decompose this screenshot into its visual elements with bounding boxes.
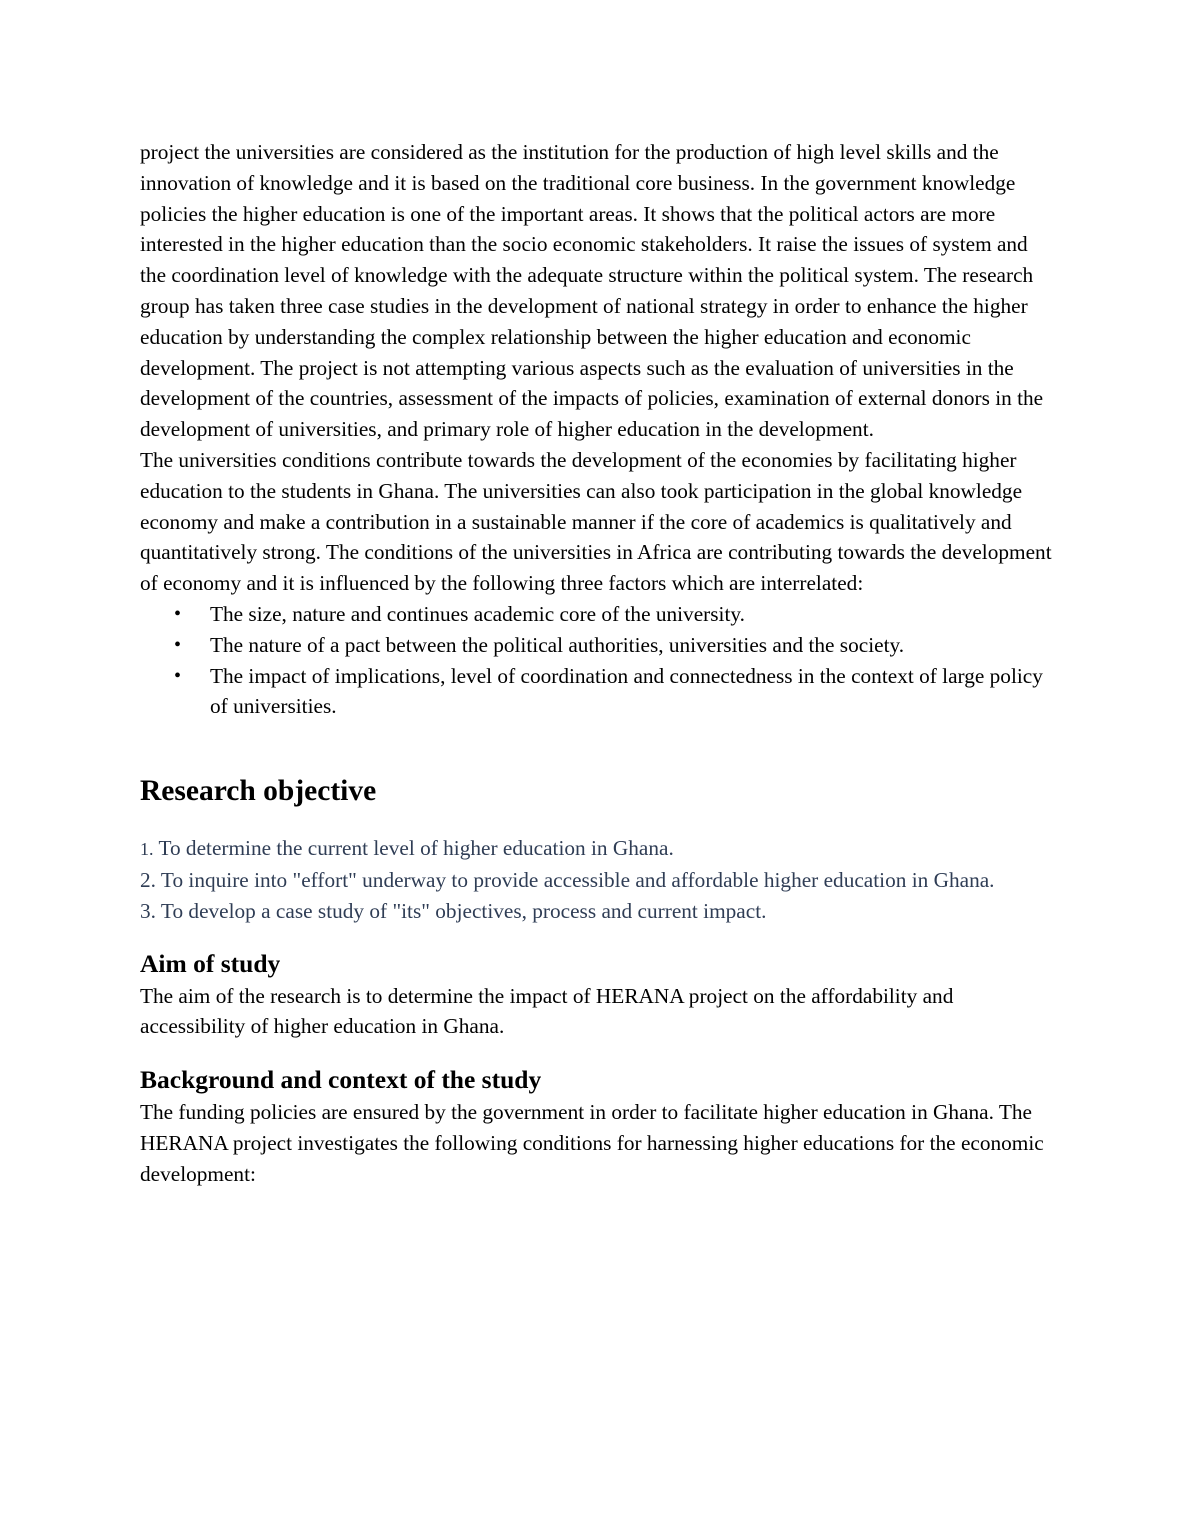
- background-heading: Background and context of the study: [140, 1065, 542, 1095]
- objective-number: 3.: [140, 898, 156, 923]
- conditions-paragraph: The universities conditions contribute towards the development of the economies by facilitating higher education to the students in Ghana. The universities can also took participation in the global knowledge economy and make a contribution in a sustainable manner if the core of academics is qualitatively and quantitatively strong. The conditions of the universities in Africa are contributing towards the development of economy and it is influenced by the following three factors which are interrelated:: [140, 447, 1052, 596]
- objectives-list: [140, 833, 1055, 926]
- background-paragraph: The funding policies are ensured by the government in order to facilitate higher education in Ghana. The HERANA project investigates the following conditions for harnessing higher educations for the economic development:: [140, 1100, 1044, 1186]
- bullet-icon: •: [174, 664, 182, 687]
- objective-text: To develop a case study of "its" objectives, process and current impact.: [155, 898, 767, 923]
- list-item-text: The nature of a pact between the political authorities, universities and the society.: [210, 632, 905, 657]
- aim-paragraph: The aim of the research is to determine the impact of HERANA project on the affordability and accessibility of higher education in Ghana.: [140, 983, 954, 1039]
- list-item: [140, 661, 1055, 723]
- factors-list: [140, 599, 1055, 722]
- list-item-text: The impact of implications, level of coordination and connectedness in the context of large policy of universities.: [210, 663, 1043, 719]
- objective-item: [140, 896, 1055, 927]
- objective-text: To determine the current level of higher education in Ghana.: [153, 836, 674, 861]
- objective-number: 2.: [140, 867, 156, 892]
- list-item-text: The size, nature and continues academic core of the university.: [210, 601, 745, 626]
- objective-text: To inquire into "effort" underway to provide accessible and affordable higher education in Ghana.: [155, 867, 995, 892]
- objective-item: [140, 833, 1055, 865]
- aim-heading: Aim of study: [140, 948, 281, 978]
- document-page: [140, 137, 1055, 1190]
- objective-item: [140, 865, 1055, 896]
- objective-number: 1.: [140, 839, 154, 860]
- bullet-icon: •: [174, 633, 182, 656]
- list-item: [140, 599, 1055, 630]
- research-objective-heading: Research objective: [140, 775, 377, 808]
- intro-paragraph: project the universities are considered as the institution for the production of high level skills and the innovation of knowledge and it is based on the traditional core business. In the government knowledge policies the higher education is one of the important areas. It shows that the political actors are more interested in the higher education than the socio economic stakeholders. It raise the issues of system and the coordination level of knowledge with the adequate structure within the political system. The research group has taken three case studies in the development of national strategy in order to enhance the higher education by understanding the complex relationship between the higher education and economic development. The project is not attempting various aspects such as the evaluation of universities in the development of the countries, assessment of the impacts of policies, examination of external donors in the development of universities, and primary role of higher education in the development.: [140, 140, 1044, 442]
- list-item: [140, 630, 1055, 661]
- bullet-icon: •: [174, 602, 182, 625]
